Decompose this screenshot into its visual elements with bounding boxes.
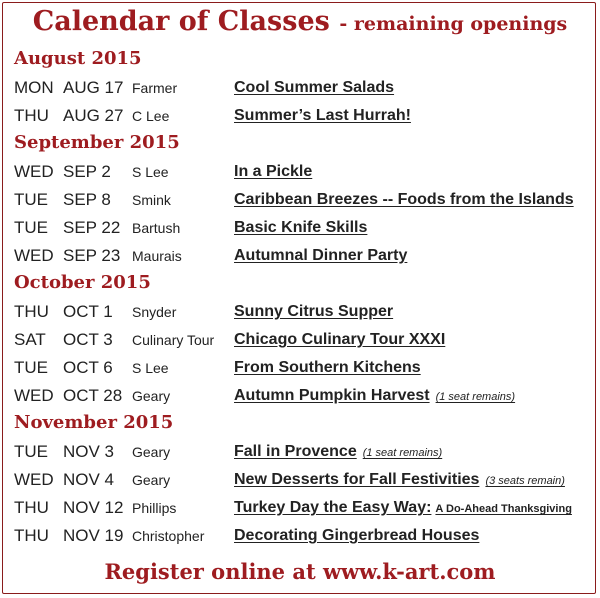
- class-title[interactable]: From Southern Kitchens: [234, 359, 421, 376]
- class-date: NOV 19: [63, 526, 124, 545]
- class-title-link[interactable]: [234, 160, 312, 184]
- class-date: NOV 4: [63, 470, 115, 489]
- title-sub: - remaining openings: [339, 13, 568, 35]
- class-date: SEP 22: [63, 218, 121, 237]
- class-day: THU: [14, 302, 49, 321]
- class-date: SEP 8: [63, 190, 111, 209]
- class-row: [0, 76, 600, 100]
- class-row: [0, 160, 600, 184]
- class-row: [0, 356, 600, 380]
- seats-note: (1 seat remains): [435, 391, 516, 403]
- page-title: [0, 6, 600, 37]
- class-day: TUE: [14, 190, 48, 209]
- class-title-link[interactable]: [234, 300, 393, 324]
- class-title-link[interactable]: [234, 468, 565, 493]
- class-title-link[interactable]: [234, 216, 367, 240]
- class-instructor: Geary: [132, 444, 171, 460]
- class-date: AUG 27: [63, 106, 124, 125]
- class-instructor: S Lee: [132, 164, 169, 180]
- class-instructor: Christopher: [132, 528, 205, 544]
- class-row: [0, 244, 600, 268]
- seats-note: (3 seats remain): [485, 475, 565, 487]
- class-day: WED: [14, 246, 54, 265]
- class-title-link[interactable]: [234, 244, 407, 268]
- class-title[interactable]: Turkey Day the Easy Way:: [234, 499, 432, 516]
- class-subtitle[interactable]: A Do-Ahead Thanksgiving: [435, 503, 572, 515]
- class-title-link[interactable]: [234, 104, 411, 128]
- class-instructor: Farmer: [132, 80, 178, 96]
- class-title[interactable]: Caribbean Breezes -- Foods from the Islands: [234, 191, 574, 208]
- class-row: [0, 440, 600, 464]
- class-title-link[interactable]: [234, 76, 394, 100]
- class-row: [0, 216, 600, 240]
- class-instructor: C Lee: [132, 108, 170, 124]
- seats-note: (1 seat remains): [362, 447, 443, 459]
- month-heading: September 2015: [14, 132, 180, 153]
- class-day: THU: [14, 498, 49, 517]
- class-day: THU: [14, 526, 49, 545]
- class-day: TUE: [14, 442, 48, 461]
- class-title-link[interactable]: [234, 496, 572, 521]
- class-instructor: S Lee: [132, 360, 169, 376]
- class-title-link[interactable]: [234, 524, 479, 548]
- register-footer[interactable]: Register online at www.k-art.com: [104, 559, 496, 584]
- class-instructor: Maurais: [132, 248, 182, 264]
- class-day: THU: [14, 106, 49, 125]
- class-day: TUE: [14, 358, 48, 377]
- class-title[interactable]: Autumn Pumpkin Harvest: [234, 387, 430, 404]
- class-date: NOV 12: [63, 498, 124, 517]
- class-instructor: Smink: [132, 192, 171, 208]
- class-date: OCT 1: [63, 302, 113, 321]
- class-row: [0, 328, 600, 352]
- class-title[interactable]: Fall in Provence: [234, 443, 357, 460]
- class-row: [0, 188, 600, 212]
- class-instructor: Phillips: [132, 500, 177, 516]
- class-day: WED: [14, 386, 54, 405]
- class-title[interactable]: New Desserts for Fall Festivities: [234, 471, 480, 488]
- class-title[interactable]: Sunny Citrus Supper: [234, 303, 394, 320]
- class-title-link[interactable]: [234, 356, 421, 380]
- class-title-link[interactable]: [234, 384, 515, 409]
- class-instructor: Geary: [132, 388, 171, 404]
- class-title[interactable]: Basic Knife Skills: [234, 219, 368, 236]
- class-title[interactable]: In a Pickle: [234, 163, 313, 180]
- class-title[interactable]: Decorating Gingerbread Houses: [234, 527, 480, 544]
- class-day: TUE: [14, 218, 48, 237]
- class-title-link[interactable]: [234, 188, 574, 212]
- class-row: [0, 468, 600, 492]
- class-row: [0, 104, 600, 128]
- title-main: Calendar of Classes: [32, 6, 330, 37]
- month-heading: October 2015: [14, 272, 151, 293]
- class-title-link[interactable]: [234, 328, 445, 352]
- class-row: [0, 384, 600, 408]
- month-heading: November 2015: [14, 412, 174, 433]
- class-title[interactable]: Autumnal Dinner Party: [234, 247, 408, 264]
- class-date: SEP 2: [63, 162, 111, 181]
- class-instructor: Culinary Tour: [132, 332, 215, 348]
- class-date: AUG 17: [63, 78, 124, 97]
- class-title[interactable]: Chicago Culinary Tour XXXI: [234, 331, 446, 348]
- class-title[interactable]: Cool Summer Salads: [234, 79, 395, 96]
- class-day: MON: [14, 78, 54, 97]
- month-heading: August 2015: [14, 48, 142, 69]
- class-title[interactable]: Summer’s Last Hurrah!: [234, 107, 411, 124]
- class-date: OCT 6: [63, 358, 113, 377]
- class-date: OCT 28: [63, 386, 123, 405]
- class-date: OCT 3: [63, 330, 113, 349]
- class-day: WED: [14, 162, 54, 181]
- class-date: NOV 3: [63, 442, 115, 461]
- class-row: [0, 496, 600, 520]
- class-title-link[interactable]: [234, 440, 442, 465]
- class-instructor: Bartush: [132, 220, 181, 236]
- class-date: SEP 23: [63, 246, 121, 265]
- class-instructor: Snyder: [132, 304, 177, 320]
- class-instructor: Geary: [132, 472, 171, 488]
- class-row: [0, 524, 600, 548]
- class-day: WED: [14, 470, 54, 489]
- class-row: [0, 300, 600, 324]
- class-day: SAT: [14, 330, 46, 349]
